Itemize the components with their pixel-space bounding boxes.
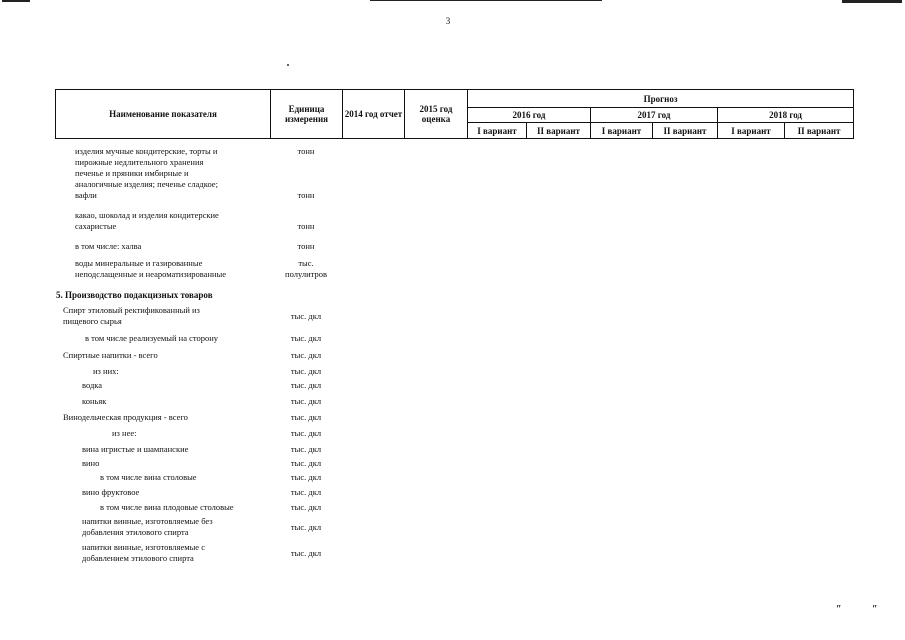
row-unit-line: тыс. дкл (290, 472, 322, 482)
row-unit-line: тонн (297, 146, 315, 156)
scan-mark-left (2, 0, 30, 2)
row-name-line: воды минеральные и газированные (75, 258, 203, 268)
row-name (82, 444, 188, 455)
header-year-2018: 2018 год (718, 108, 854, 123)
row-name (63, 305, 200, 327)
row-unit-line: тыс. дкл (290, 444, 322, 454)
row-unit (271, 333, 341, 344)
row-unit (271, 548, 341, 559)
row-unit-line: тыс. дкл (290, 333, 322, 343)
header-2014: 2014 год отчет (343, 90, 405, 139)
row-unit-line: тыс. дкл (290, 502, 322, 512)
row-name-line: вафли (75, 190, 97, 200)
row-name (75, 258, 226, 280)
row-name (82, 542, 205, 564)
row-name (63, 412, 188, 423)
row-unit-line: тыс. (298, 258, 314, 268)
row-unit (271, 258, 341, 280)
row-unit (271, 210, 341, 232)
row-name-line: напитки винные, изготовляемые с (82, 542, 205, 552)
corner-mark: ″ (872, 604, 878, 615)
table-header (55, 89, 854, 139)
scan-dot (287, 64, 289, 66)
row-name-line: добавлением этилового спирта (82, 553, 194, 563)
row-name-line: пирожные недлительного хранения (75, 157, 204, 167)
row-unit (271, 444, 341, 455)
row-name-line: водка (82, 380, 103, 390)
row-unit (271, 487, 341, 498)
row-name (100, 472, 197, 483)
row-name (82, 380, 102, 391)
scan-mark-center (370, 0, 602, 1)
row-name (82, 396, 106, 407)
row-unit-line: тыс. дкл (290, 350, 322, 360)
header-2015: 2015 год оценка (405, 90, 468, 139)
row-name (112, 428, 137, 439)
row-unit-line: тыс. дкл (290, 487, 322, 497)
row-unit (271, 502, 341, 513)
row-unit (271, 311, 341, 322)
row-unit-line: тыс. дкл (290, 521, 322, 532)
row-unit (271, 241, 341, 252)
row-unit-line: тыс. дкл (290, 396, 322, 406)
row-name-line: в том числе вина столовые (100, 472, 197, 482)
row-name-line: из них: (93, 366, 119, 376)
row-name-line: вино фруктовое (82, 487, 140, 497)
row-name-line: Спиртные напитки - всего (63, 350, 158, 360)
header-variant: I вариант (468, 123, 527, 139)
row-name (85, 333, 218, 344)
row-name (82, 516, 213, 538)
row-name-line: добавления этилового спирта (82, 527, 189, 537)
header-variant: I вариант (591, 123, 653, 139)
row-unit-line: полулитров (285, 269, 327, 279)
row-name (82, 458, 99, 469)
header-unit: Единица измерения (271, 90, 343, 139)
row-name (100, 502, 234, 513)
row-name (75, 146, 218, 201)
row-name-line: Винодельческая продукция - всего (63, 412, 188, 422)
row-unit (271, 412, 341, 423)
row-name-line: печенье и пряники имбирные и (75, 168, 189, 178)
row-unit-line (271, 157, 341, 168)
row-unit (271, 458, 341, 469)
row-name-line: коньяк (82, 396, 107, 406)
row-unit-line (271, 210, 341, 221)
row-unit (271, 472, 341, 483)
row-name-line: в том числе вина плодовые столовые (100, 502, 234, 512)
row-unit (271, 522, 341, 533)
row-unit-line: тыс. дкл (290, 380, 322, 390)
row-name-line: неподслащенные и неароматизированные (75, 269, 227, 279)
section-heading: 5. Производство подакцизных товаров (56, 290, 213, 300)
row-unit (271, 366, 341, 377)
header-variant: II вариант (527, 123, 591, 139)
row-name-line: аналогичные изделия; печенье сладкое; (75, 179, 218, 189)
row-name-line: пищевого сырья (63, 316, 122, 326)
header-variant: II вариант (785, 123, 854, 139)
header-year-2016: 2016 год (468, 108, 591, 123)
row-name (75, 210, 219, 232)
row-unit-line: тыс. дкл (290, 366, 322, 376)
row-unit-line (271, 168, 341, 179)
row-unit-line: тонн (297, 221, 315, 231)
row-unit-line: тыс. дкл (290, 412, 322, 422)
header-forecast: Прогноз (468, 90, 854, 108)
row-unit-line: тыс. дкл (290, 310, 322, 321)
row-unit-line: тыс. дкл (290, 547, 322, 558)
row-name-line: изделия мучные кондитерские, торты и (75, 146, 218, 156)
scan-mark-right (842, 0, 902, 3)
row-unit-line: тонн (297, 241, 315, 251)
row-name-line: сахаристые (75, 221, 117, 231)
row-name-line: в том числе: халва (75, 241, 142, 251)
row-unit (271, 146, 341, 201)
row-name-line: в том числе реализуемый на сторону (85, 333, 219, 343)
row-name (93, 366, 119, 377)
row-unit (271, 428, 341, 439)
row-name (75, 241, 141, 252)
header-year-2017: 2017 год (591, 108, 718, 123)
row-name-line: какао, шоколад и изделия кондитерские (75, 210, 219, 220)
row-name-line: Спирт этиловый ректификованный из (63, 305, 200, 315)
corner-mark: ″ (836, 604, 842, 615)
row-unit (271, 350, 341, 361)
row-unit-line: тыс. дкл (290, 458, 322, 468)
header-variant: II вариант (653, 123, 718, 139)
page-number: 3 (445, 16, 451, 26)
header-variant: I вариант (718, 123, 785, 139)
row-unit-line: тонн (297, 190, 315, 200)
row-unit (271, 380, 341, 391)
header-name: Наименование показателя (56, 90, 271, 139)
row-name-line: вино (82, 458, 100, 468)
row-unit (271, 396, 341, 407)
row-name-line: из нее: (112, 428, 137, 438)
row-name (63, 350, 158, 361)
row-name-line: вина игристые и шампанские (82, 444, 189, 454)
row-unit-line (271, 179, 341, 190)
row-name (82, 487, 139, 498)
row-unit-line: тыс. дкл (290, 428, 322, 438)
row-name-line: напитки винные, изготовляемые без (82, 516, 213, 526)
